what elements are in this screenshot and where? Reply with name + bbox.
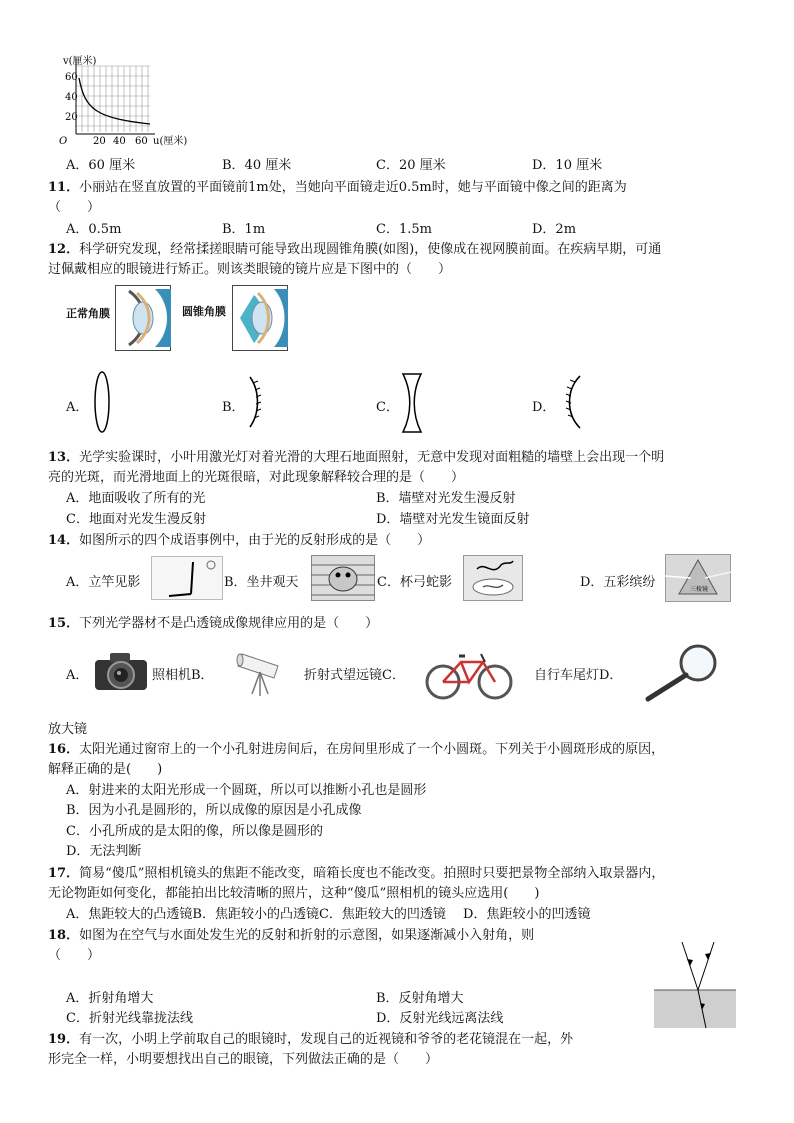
q13-option-d: D．墙壁对光发生镜面反射 (376, 512, 530, 527)
concave-lens-icon[interactable] (400, 372, 424, 434)
q16-text: 太阳光通过窗帘上的一个小孔射进房间后，在房间里形成了一个小圆斑。下列关于小圆斑形成的原因， (79, 742, 665, 757)
q12-option-c[interactable]: C． (376, 400, 399, 415)
q10-option-a: A．60 厘米 (66, 158, 136, 173)
q16-option-d: D．无法判断 (66, 844, 142, 859)
q16-option-c: C．小孔所成的是太阳的像，所以像是圆形的 (66, 824, 323, 839)
q16-stem (48, 738, 664, 757)
q14-option-c[interactable]: C．杯弓蛇影 (377, 575, 452, 590)
q18-paren: （ ） (48, 948, 101, 963)
cone-cornea-label: 圆锥角膜 (182, 305, 226, 318)
q15-telescope-label: 折射式望远镜C． (304, 668, 405, 683)
q12-stem-2: 过佩戴相应的眼镜进行矫正。则该类眼镜的镜片应是下图中的（ ） (48, 262, 452, 277)
graph-xtick-40: 40 (113, 136, 126, 147)
cone-cornea-eye-icon (232, 285, 288, 351)
q19-text: 有一次，小明上学前取自己的眼镜时，发现自己的近视镜和爷爷的老花镜混在一起，外 (79, 1032, 574, 1047)
frog-in-well-icon (311, 555, 375, 601)
q12-option-b[interactable]: B． (222, 400, 245, 415)
graph-ylabel: v(厘米) (63, 56, 97, 67)
q13-option-c: C．地面对光发生漫反射 (66, 512, 206, 527)
q13-number: 13． (48, 450, 80, 465)
graph-xtick-20: 20 (93, 136, 106, 147)
graph-ytick-60: 60 (65, 72, 78, 83)
q18-number: 18． (48, 928, 80, 943)
q18-stem (48, 924, 534, 943)
q11-option-c: C．1.5m (376, 222, 432, 237)
convex-lens-icon[interactable] (92, 370, 112, 434)
q15-bicycle-label: 自行车尾灯D． (534, 668, 623, 683)
q17-stem (48, 862, 664, 881)
graph-xtick-60: 60 (135, 136, 148, 147)
prism-icon (665, 554, 731, 602)
q17-options: A．焦距较大的凸透镜B．焦距较小的凸透镜C．焦距较大的凹透镜 D．焦距较小的凹透镜 (66, 907, 591, 922)
q11-option-a: A．0.5m (66, 222, 122, 237)
q11-stem (48, 176, 627, 195)
q11-paren: （ ） (48, 200, 101, 215)
q16-stem-2: 解释正确的是( ) (48, 762, 163, 777)
bicycle-icon (423, 648, 515, 700)
graph-ytick-20: 20 (65, 112, 78, 123)
q14-option-d[interactable]: D．五彩缤纷 (580, 575, 656, 590)
q11-option-b: B．1m (222, 222, 266, 237)
q19-number: 19． (48, 1032, 80, 1047)
camera-icon (92, 648, 150, 694)
q10-option-c: C．20 厘米 (376, 158, 446, 173)
q10-option-b: B．40 厘米 (222, 158, 292, 173)
q18-option-c: C．折射光线靠拢法线 (66, 1011, 193, 1026)
q18-option-b: B．反射角增大 (376, 991, 464, 1006)
bow-snake-cup-icon (463, 555, 523, 601)
q19-stem-2: 形完全一样，小明要想找出自己的眼镜，下列做法正确的是（ ） (48, 1052, 439, 1067)
q17-text: 简易“傻瓜”照相机镜头的焦距不能改变，暗箱长度也不能改变。拍照时只要把景物全部纳入取景器内， (79, 866, 665, 881)
q14-text: 如图所示的四个成语事例中，由于光的反射形成的是（ ） (79, 533, 431, 548)
graph-ytick-40: 40 (65, 92, 78, 103)
q18-text: 如图为在空气与水面处发生光的反射和折射的示意图，如果逐渐减小入射角，则 (79, 928, 535, 943)
magnifier-icon (640, 641, 728, 705)
prism-label: 三棱镜 (690, 586, 709, 593)
concave-mirror-icon[interactable] (560, 374, 584, 430)
q11-number: 11． (48, 180, 80, 195)
q12-stem (48, 238, 661, 257)
q13-stem (48, 446, 664, 465)
q12-number: 12． (48, 242, 80, 257)
q12-text: 科学研究发现，经常揉搓眼睛可能导致出现圆锥角膜(如图)，使像成在视网膜前面。在疾病早期，可通 (79, 242, 662, 257)
q11-option-d: D．2m (532, 222, 577, 237)
q19-stem (48, 1028, 573, 1047)
q14-option-a[interactable]: A．立竿见影 (66, 575, 141, 590)
q16-number: 16． (48, 742, 80, 757)
q13-option-a: A．地面吸收了所有的光 (66, 491, 206, 506)
q12-option-a[interactable]: A． (66, 400, 89, 415)
v-u-graph (55, 54, 200, 150)
reflection-refraction-diagram (654, 938, 736, 1030)
graph-origin: O (59, 136, 68, 147)
q15-camera-label: 照相机B． (152, 668, 214, 683)
telescope-icon (236, 644, 292, 698)
q17-stem-2: 无论物距如何变化，都能拍出比较清晰的照片，这种“傻瓜”照相机的镜头应选用( ) (48, 886, 540, 901)
q18-option-d: D．反射光线远离法线 (376, 1011, 504, 1026)
q15-number: 15． (48, 616, 80, 631)
q16-option-b: B．因为小孔是圆形的，所以成像的原因是小孔成像 (66, 803, 362, 818)
q14-stem (48, 529, 430, 548)
q13-option-b: B．墙壁对光发生漫反射 (376, 491, 516, 506)
normal-cornea-label: 正常角膜 (66, 307, 110, 320)
normal-cornea-eye-icon (115, 285, 171, 351)
q14-number: 14． (48, 533, 80, 548)
q13-text: 光学实验课时，小叶用激光灯对着光滑的大理石地面照射，无意中发现对面粗糙的墙壁上会出现一个明 (79, 450, 665, 465)
q16-option-a: A．射进来的太阳光形成一个圆斑，所以可以推断小孔也是圆形 (66, 783, 427, 798)
graph-xlabel: u(厘米) (153, 136, 188, 147)
q18-option-a: A．折射角增大 (66, 991, 154, 1006)
q15-text: 下列光学器材不是凸透镜成像规律应用的是（ ） (79, 616, 379, 631)
pole-shadow-icon (151, 556, 223, 600)
q15-stem (48, 612, 378, 631)
q12-option-d[interactable]: D． (532, 400, 556, 415)
q17-number: 17． (48, 866, 80, 881)
q15-magnifier-label: 放大镜 (48, 722, 88, 737)
q14-option-b[interactable]: B．坐井观天 (224, 575, 299, 590)
q13-stem-2: 亮的光斑，而光滑地面上的光斑很暗，对此现象解释较合理的是（ ） (48, 470, 465, 485)
q10-option-d: D．10 厘米 (532, 158, 603, 173)
q15-option-a[interactable]: A． (66, 668, 89, 683)
q11-text: 小丽站在竖直放置的平面镜前1m处，当她向平面镜走近0.5m时，她与平面镜中像之间的距离为 (79, 180, 627, 195)
convex-mirror-icon[interactable] (244, 375, 264, 429)
